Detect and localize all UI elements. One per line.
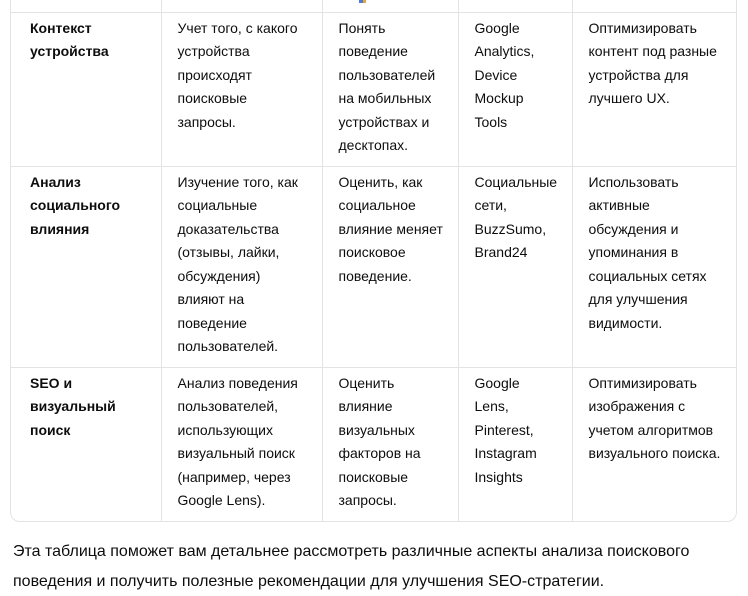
cropped-cell: [11, 0, 161, 12]
row-header-cell: Контекст устройства: [11, 12, 161, 166]
cropped-cell: [458, 0, 572, 12]
seo-analysis-table-container: [10, 0, 737, 522]
description-cell: Анализ поведения пользователей, использующих визуальный поиск (например, через Google Lens).: [161, 367, 322, 521]
table-row: [11, 166, 736, 367]
tools-cell: Google Lens, Pinterest, Instagram Insights: [458, 367, 572, 521]
description-cell: Изучение того, как социальные доказательства (отзывы, лайки, обсуждения) влияют на поведение пользователей.: [161, 166, 322, 367]
cropped-cell: [572, 0, 736, 12]
fragment-color-right: [363, 0, 366, 3]
row-header-cell: SEO и визуальный поиск: [11, 367, 161, 521]
row-header-cell: Анализ социального влияния: [11, 166, 161, 367]
recommendation-cell: Оптимизировать контент под разные устройства для лучшего UX.: [572, 12, 736, 166]
recommendation-cell: Использовать активные обсуждения и упоминания в социальных сетях для улучшения видимости.: [572, 166, 736, 367]
cropped-cell: [161, 0, 322, 12]
recommendation-cell: Оптимизировать изображения с учетом алгоритмов визуального поиска.: [572, 367, 736, 521]
table-row-cropped: [11, 0, 736, 12]
closing-paragraph: Эта таблица поможет вам детальнее рассмотреть различные аспекты анализа поискового поведения и получить полезные рекомендации для улучшения SEO-стратегии.: [13, 542, 690, 590]
goal-cell: Понять поведение пользователей на мобильных устройствах и десктопах.: [322, 12, 458, 166]
goal-cell: Оценить влияние визуальных факторов на поисковые запросы.: [322, 367, 458, 521]
cropped-cell: [322, 0, 458, 12]
tools-cell: Социальные сети, BuzzSumo, Brand24: [458, 166, 572, 367]
description-cell: Учет того, с какого устройства происходят поисковые запросы.: [161, 12, 322, 166]
seo-analysis-table: [11, 0, 736, 521]
cropped-emoji-fragment: [359, 0, 366, 3]
goal-cell: Оценить, как социальное влияние меняет поисковое поведение.: [322, 166, 458, 367]
table-row: [11, 12, 736, 166]
tools-cell: Google Analytics, Device Mockup Tools: [458, 12, 572, 166]
table-row: [11, 367, 736, 521]
